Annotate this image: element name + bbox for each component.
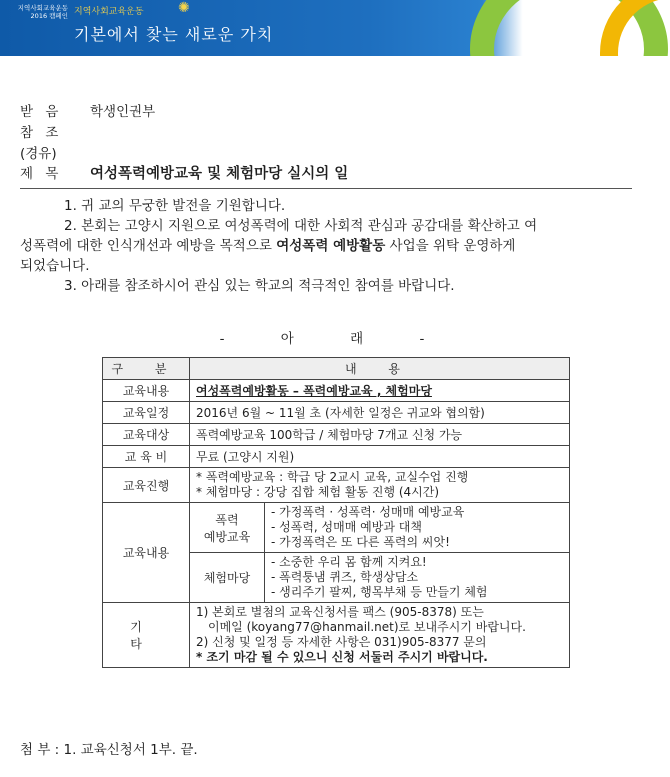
header-category: 구 분 <box>103 358 190 380</box>
table-row <box>103 446 570 468</box>
section-title: - 아 래 - <box>219 331 451 347</box>
header-divider <box>20 188 632 189</box>
paragraph-1: 1. 귀 교의 무궁한 발전을 기원합니다. <box>64 198 286 214</box>
highlight-program: 여성폭력 예방활동 <box>276 238 386 254</box>
header-content: 내 용 <box>190 358 570 380</box>
row-label: 교육대상 <box>103 424 190 446</box>
row-value: * 폭력예방교육 : 학급 당 2교시 교육, 교실수업 진행 * 체험마당 : 강당 집합 체험 활동 진행 (4시간) <box>190 468 570 503</box>
row-label: 교 육 비 <box>103 446 190 468</box>
letter-body <box>20 196 632 296</box>
info-table <box>102 357 570 668</box>
table-row <box>103 503 570 553</box>
attachment-note: 첨 부 : 1. 교육신청서 1부. 끝. <box>20 742 198 758</box>
org-name: 지역사회교육운동 <box>74 7 144 17</box>
experience-items: - 소중한 우리 몸 함께 지켜요! - 폭력퉁냄 퀴즈, 학생상담소 - 생리주기 팔찌, 행목부채 등 만들기 체험 <box>265 553 570 603</box>
row-value: 무료 (고양시 지원) <box>190 446 570 468</box>
row-value: 2016년 6월 ~ 11월 초 (자세한 일정은 귀교와 협의함) <box>190 402 570 424</box>
campaign-slogan: 기본에서 찾는 새로운 가치 <box>74 25 274 44</box>
paragraph-2-line-1: 2. 본회는 고양시 지원으로 여성폭력에 대한 사회적 관심과 공감대를 확산하고 여 <box>64 218 538 234</box>
table-row <box>103 380 570 402</box>
campaign-banner <box>0 0 670 56</box>
recipient-row <box>20 100 155 120</box>
table-header-row <box>103 358 570 380</box>
subject-value: 여성폭력예방교육 및 체험마당 실시의 일 <box>90 166 349 182</box>
paragraph-3: 3. 아래를 참조하시어 관심 있는 학교의 적극적인 참여를 바랍니다. <box>64 278 455 294</box>
paragraph-2-line-3: 되었습니다. <box>20 258 90 274</box>
row-label: 교육진행 <box>103 468 190 503</box>
via-key: (경유) <box>20 146 57 162</box>
row-label: 교육내용 <box>103 380 190 402</box>
reference-key: 참 조 <box>20 125 63 141</box>
row-value: 1) 본회로 별첨의 교육신청서를 팩스 (905-8378) 또는 이메일 (koyang77@hanmail.net)로 보내주시기 바랍니다. 2) 신청 및 일정 등 자세한 사항은 031)905-8377 문의 * 조기 마감 될 수 있으니 신청 서둘러 주시기 바랍니다. <box>190 603 570 668</box>
row-label: 기 타 <box>103 603 190 668</box>
row-label: 교육내용 <box>103 503 190 603</box>
sub-label-experience: 체험마당 <box>190 553 265 603</box>
table-row <box>103 603 570 668</box>
sub-label-prevention: 폭력 예방교육 <box>190 503 265 553</box>
table-row <box>103 468 570 503</box>
row-label: 교육일정 <box>103 402 190 424</box>
paragraph-2-line-2: 성폭력에 대한 인식개선과 예방을 목적으로 여성폭력 예방활동 사업을 위탁 운영하게 <box>20 238 516 254</box>
campaign-tag: 지역사회교육운동 2016 캠페인 <box>17 4 68 20</box>
row-value: 폭력예방교육 100학급 / 체험마당 7개교 신청 가능 <box>190 424 570 446</box>
via-row <box>20 142 90 162</box>
recipient-key: 받 음 <box>20 104 63 120</box>
subject-row <box>20 162 348 183</box>
deadline-notice: * 조기 마감 될 수 있으니 신청 서둘러 주시기 바랍니다. <box>196 650 488 664</box>
table-row <box>103 424 570 446</box>
row-value: 여성폭력예방활동 – 폭력예방교육 , 체험마당 <box>190 380 570 402</box>
table-row <box>103 402 570 424</box>
recipient-value: 학생인권부 <box>90 104 156 120</box>
reference-row <box>20 121 90 141</box>
subject-key: 제 목 <box>20 166 63 182</box>
sun-icon: ✺ <box>178 0 190 16</box>
prevention-items: - 가정폭력 · 성폭력· 성매매 예방교육 - 성폭력, 성매매 예방과 대책 - 가정폭력은 또 다른 폭력의 씨앗! <box>265 503 570 553</box>
